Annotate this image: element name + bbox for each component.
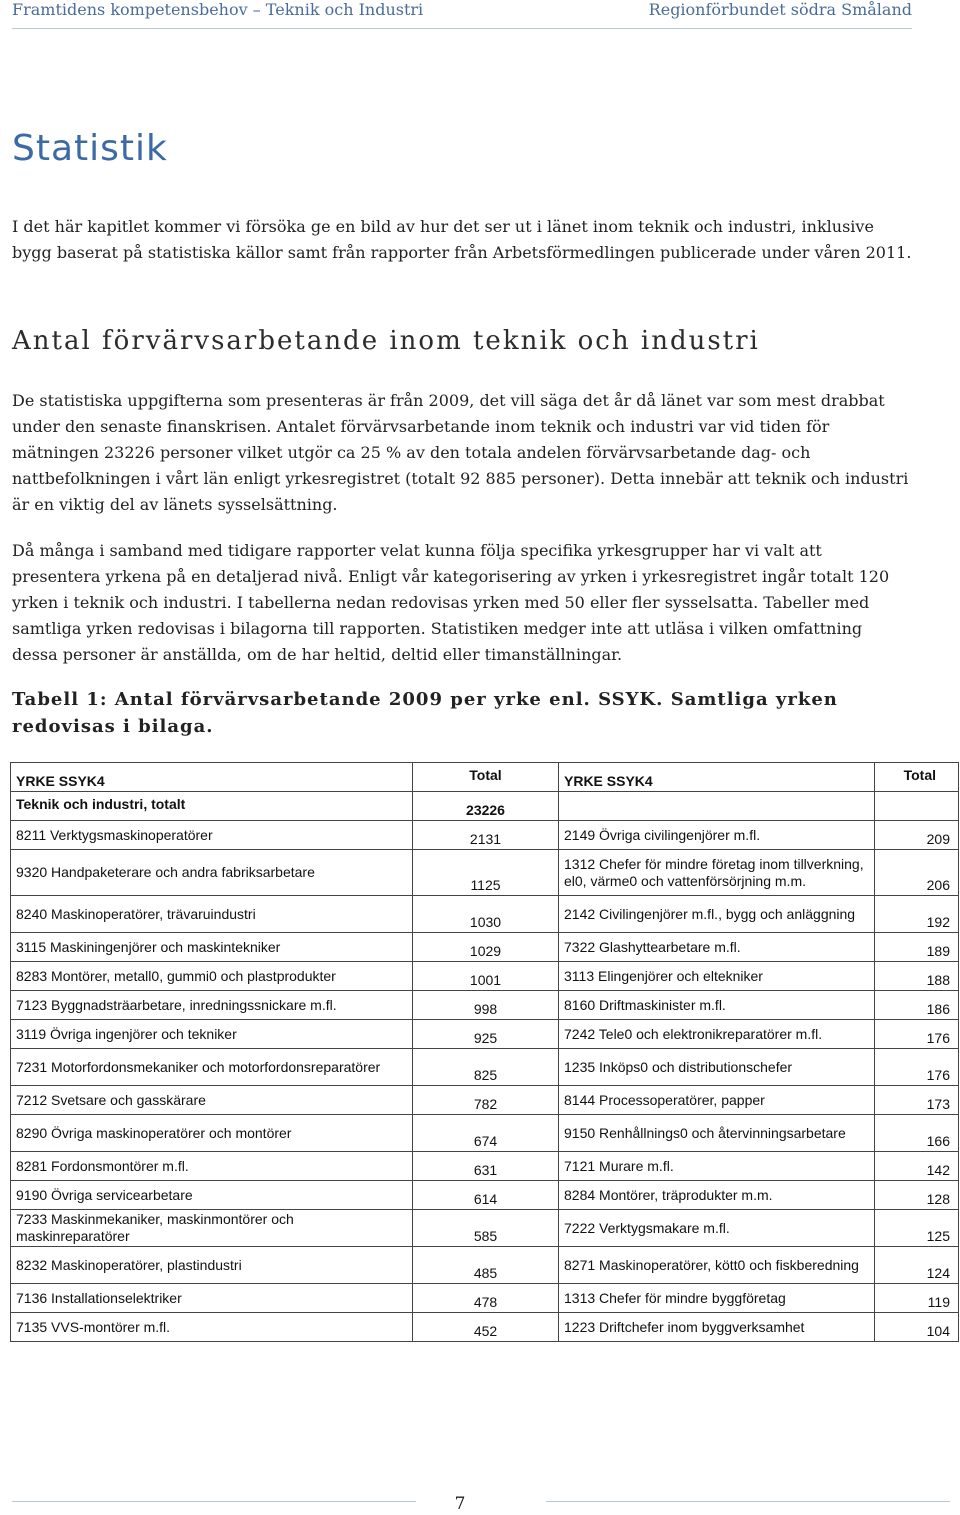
occupation-name-2: 2142 Civilingenjörer m.fl., bygg och anläggning: [559, 896, 875, 933]
table-row: [11, 962, 959, 991]
header-organization: Regionförbundet södra Småland: [648, 0, 912, 19]
occupation-total-2: 188: [875, 962, 959, 991]
occupation-total: 1029: [413, 933, 559, 962]
occupation-total-2: 104: [875, 1313, 959, 1342]
column-header-total-2: Total: [875, 763, 959, 792]
occupation-total-2: 119: [875, 1284, 959, 1313]
table-row: [11, 896, 959, 933]
footer-divider-right: [546, 1501, 950, 1502]
occupation-name: 7233 Maskinmekaniker, maskinmontörer och maskinreparatörer: [11, 1210, 413, 1247]
occupation-total-2: 124: [875, 1247, 959, 1284]
occupation-name-2: 7121 Murare m.fl.: [559, 1152, 875, 1181]
header-document-title: Framtidens kompetensbehov – Teknik och Industri: [12, 0, 424, 19]
occupation-total: 782: [413, 1086, 559, 1115]
occupation-name-2: 7242 Tele0 och elektronikreparatörer m.fl.: [559, 1020, 875, 1049]
table-row: [11, 821, 959, 850]
occupation-name: 8211 Verktygsmaskinoperatörer: [11, 821, 413, 850]
footer-divider-left: [12, 1501, 416, 1502]
table-row: [11, 1115, 959, 1152]
occupation-total: 925: [413, 1020, 559, 1049]
occupation-name: 9320 Handpaketerare och andra fabriksarbetare: [11, 850, 413, 896]
occupation-total-2: 209: [875, 821, 959, 850]
table-row: [11, 1152, 959, 1181]
occupation-total: 478: [413, 1284, 559, 1313]
table-row: [11, 1284, 959, 1313]
occupation-name: 7136 Installationselektriker: [11, 1284, 413, 1313]
table-row: [11, 1181, 959, 1210]
table-row: [11, 1210, 959, 1247]
occupation-name: 3119 Övriga ingenjörer och tekniker: [11, 1020, 413, 1049]
page-title: Statistik: [12, 128, 168, 169]
total-label: Teknik och industri, totalt: [11, 792, 413, 821]
table-row: [11, 1313, 959, 1342]
column-header-occupation: YRKE SSYK4: [11, 763, 413, 792]
occupation-name-2: 8144 Processoperatörer, papper: [559, 1086, 875, 1115]
section-heading: Antal förvärvsarbetande inom teknik och industri: [12, 326, 760, 356]
occupation-name-2: 8271 Maskinoperatörer, kött0 och fiskberedning: [559, 1247, 875, 1284]
page-header: [12, 0, 912, 24]
table-caption: Tabell 1: Antal förvärvsarbetande 2009 per yrke enl. SSYK. Samtliga yrken redovisas i bilaga.: [12, 689, 838, 737]
occupation-total: 452: [413, 1313, 559, 1342]
occupation-name-2: 1235 Inköps0 och distributionschefer: [559, 1049, 875, 1086]
occupation-total: 485: [413, 1247, 559, 1284]
occupation-name: 7135 VVS-montörer m.fl.: [11, 1313, 413, 1342]
occupation-name: 8283 Montörer, metall0, gummi0 och plastprodukter: [11, 962, 413, 991]
column-header-occupation-2: YRKE SSYK4: [559, 763, 875, 792]
occupation-total: 614: [413, 1181, 559, 1210]
empty-cell: [875, 792, 959, 821]
occupation-total: 631: [413, 1152, 559, 1181]
occupation-name-2: 7222 Verktygsmakare m.fl.: [559, 1210, 875, 1247]
occupation-total-2: 128: [875, 1181, 959, 1210]
occupation-name-2: 1312 Chefer för mindre företag inom tillverkning, el0, värme0 och vattenförsörjning m.m.: [559, 850, 875, 896]
table-row: [11, 991, 959, 1020]
body-paragraph-2: Då många i samband med tidigare rapporter velat kunna följa specifika yrkesgrupper har vi valt att presentera yrkena på en detaljerad nivå. Enligt vår kategorisering av yrken i yrkesregistret ingår totalt 120 yrken i teknik och industri. I tabellerna nedan redovisas yrken med 50 eller fler sysselsatta. Tabeller med samtliga yrken redovisas i bilagorna till rapporten. Statistiken medger inte att utläsa i vilken omfattning dessa personer är anställda, om de har heltid, deltid eller timanställningar.: [12, 541, 890, 664]
occupation-total-2: 142: [875, 1152, 959, 1181]
occupation-total: 585: [413, 1210, 559, 1247]
occupation-total-2: 176: [875, 1049, 959, 1086]
table-row: [11, 1049, 959, 1086]
occupation-total-2: 173: [875, 1086, 959, 1115]
column-header-total: Total: [413, 763, 559, 792]
occupation-name-2: 8284 Montörer, träprodukter m.m.: [559, 1181, 875, 1210]
occupation-total: 674: [413, 1115, 559, 1152]
occupation-total: 1001: [413, 962, 559, 991]
occupation-name: 7123 Byggnadsträarbetare, inredningssnickare m.fl.: [11, 991, 413, 1020]
occupation-name-2: 2149 Övriga civilingenjörer m.fl.: [559, 821, 875, 850]
intro-paragraph: I det här kapitlet kommer vi försöka ge en bild av hur det ser ut i länet inom teknik och industri, inklusive bygg baserat på statistiska källor samt från rapporter från Arbetsförmedlingen publicerade under våren 2011.: [12, 217, 912, 262]
occupation-name: 8290 Övriga maskinoperatörer och montörer: [11, 1115, 413, 1152]
occupation-name: 9190 Övriga servicearbetare: [11, 1181, 413, 1210]
occupation-total-2: 189: [875, 933, 959, 962]
occupation-name-2: 3113 Elingenjörer och eltekniker: [559, 962, 875, 991]
occupation-total-2: 186: [875, 991, 959, 1020]
occupation-name-2: 1313 Chefer för mindre byggföretag: [559, 1284, 875, 1313]
occupation-total-2: 166: [875, 1115, 959, 1152]
occupation-name-2: 9150 Renhållnings0 och återvinningsarbetare: [559, 1115, 875, 1152]
table-header-row: [11, 763, 959, 792]
table-row: [11, 1020, 959, 1049]
table-total-row: [11, 792, 959, 821]
table-row: [11, 850, 959, 896]
occupation-name-2: 7322 Glashyttearbetare m.fl.: [559, 933, 875, 962]
occupation-name: 8281 Fordonsmontörer m.fl.: [11, 1152, 413, 1181]
empty-cell: [559, 792, 875, 821]
occupation-name: 8232 Maskinoperatörer, plastindustri: [11, 1247, 413, 1284]
occupation-total: 998: [413, 991, 559, 1020]
occupation-name-2: 1223 Driftchefer inom byggverksamhet: [559, 1313, 875, 1342]
occupation-total-2: 192: [875, 896, 959, 933]
occupation-total-2: 176: [875, 1020, 959, 1049]
header-divider: [12, 28, 912, 29]
page-number: 7: [454, 1494, 466, 1514]
table-row: [11, 933, 959, 962]
occupation-total-2: 125: [875, 1210, 959, 1247]
occupation-total: 1030: [413, 896, 559, 933]
occupation-total: 2131: [413, 821, 559, 850]
occupation-table: [10, 762, 959, 1342]
occupation-name: 7212 Svetsare och gasskärare: [11, 1086, 413, 1115]
occupation-name: 3115 Maskiningenjörer och maskintekniker: [11, 933, 413, 962]
table-row: [11, 1247, 959, 1284]
total-value: 23226: [413, 792, 559, 821]
table-row: [11, 1086, 959, 1115]
occupation-name: 7231 Motorfordonsmekaniker och motorfordonsreparatörer: [11, 1049, 413, 1086]
body-paragraph-1: De statistiska uppgifterna som presenteras är från 2009, det vill säga det år då länet var som mest drabbat under den senaste finanskrisen. Antalet förvärvsarbetande inom teknik och industri var vid tiden för mätningen 23226 personer vilket utgör ca 25 % av den totala andelen förvärvsarbetande dag- och nattbefolkningen i vårt län enligt yrkesregistret (totalt 92 885 personer). Detta innebär att teknik och industri är en viktig del av länets sysselsättning.: [12, 391, 909, 514]
occupation-total-2: 206: [875, 850, 959, 896]
occupation-total: 825: [413, 1049, 559, 1086]
occupation-name-2: 8160 Driftmaskinister m.fl.: [559, 991, 875, 1020]
occupation-name: 8240 Maskinoperatörer, trävaruindustri: [11, 896, 413, 933]
occupation-total: 1125: [413, 850, 559, 896]
